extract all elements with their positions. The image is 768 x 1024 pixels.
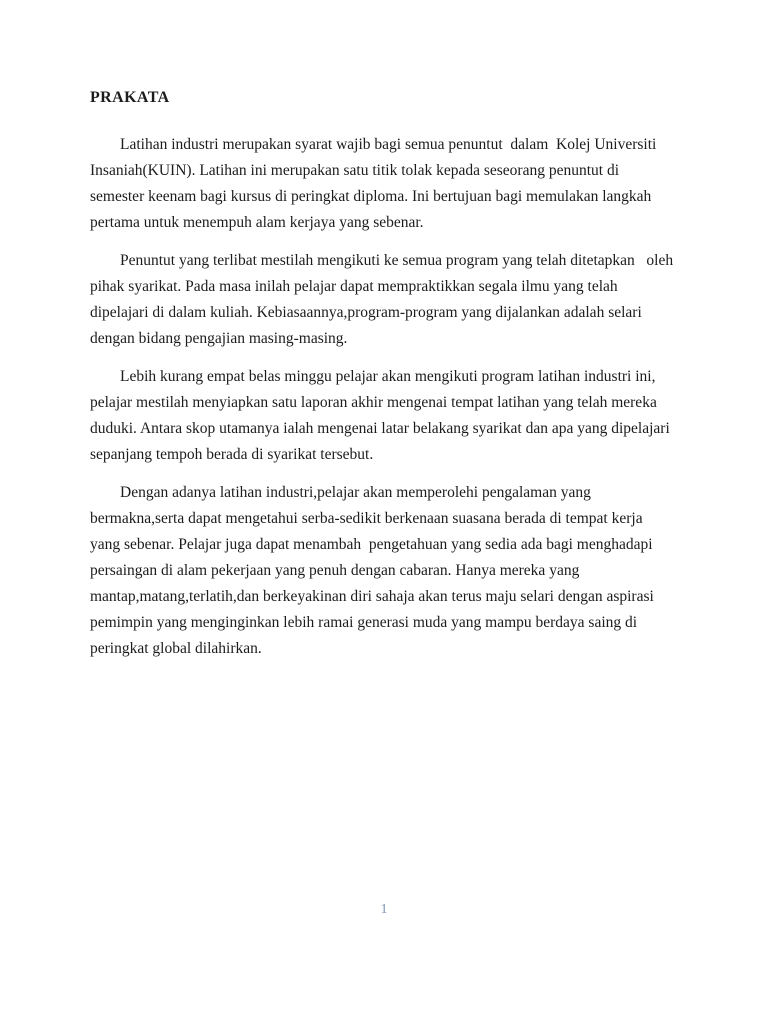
document-title: PRAKATA [90,89,170,106]
paragraph-1: Latihan industri merupakan syarat wajib bagi semua penuntut dalam Kolej Universiti Insaniah(KUIN). Latihan ini merupakan satu titik tolak kepada seseorang penuntut di semester keenam bagi kursus di peringkat diploma. Ini bertujuan bagi memulakan langkah pertama untuk menempuh alam kerjaya yang sebenar. [90,136,661,231]
paragraph-3: Lebih kurang empat belas minggu pelajar akan mengikuti program latihan industri ini, pelajar mestilah menyiapkan satu laporan akhir mengenai tempat latihan yang telah mereka duduki. Antara skop utamanya ialah mengenai latar belakang syarikat dan apa yang dipelajari sepanjang tempoh berada di syarikat tersebut. [90,368,674,463]
paragraph-2: Penuntut yang terlibat mestilah mengikuti ke semua program yang telah ditetapkan oleh pihak syarikat. Pada masa inilah pelajar dapat mempraktikkan segala ilmu yang telah dipelajari di dalam kuliah. Kebiasaannya,program-program yang dijalankan adalah selari dengan bidang pengajian masing-masing. [90,252,677,347]
paragraph-4: Dengan adanya latihan industri,pelajar akan memperolehi pengalaman yang bermakna,serta dapat mengetahui serba-sedikit berkenaan suasana berada di tempat kerja yang sebenar. Pelajar juga dapat menambah pengetahuan yang sedia ada bagi menghadapi persaingan di alam pekerjaan yang penuh dengan cabaran. Hanya mereka yang mantap,matang,terlatih,dan berkeyakinan diri sahaja akan terus maju selari dengan aspirasi pemimpin yang menginginkan lebih ramai generasi muda yang mampu berdaya saing di peringkat global dilahirkan. [90,484,658,657]
page-number: 1 [380,902,388,917]
document-content [90,88,676,674]
